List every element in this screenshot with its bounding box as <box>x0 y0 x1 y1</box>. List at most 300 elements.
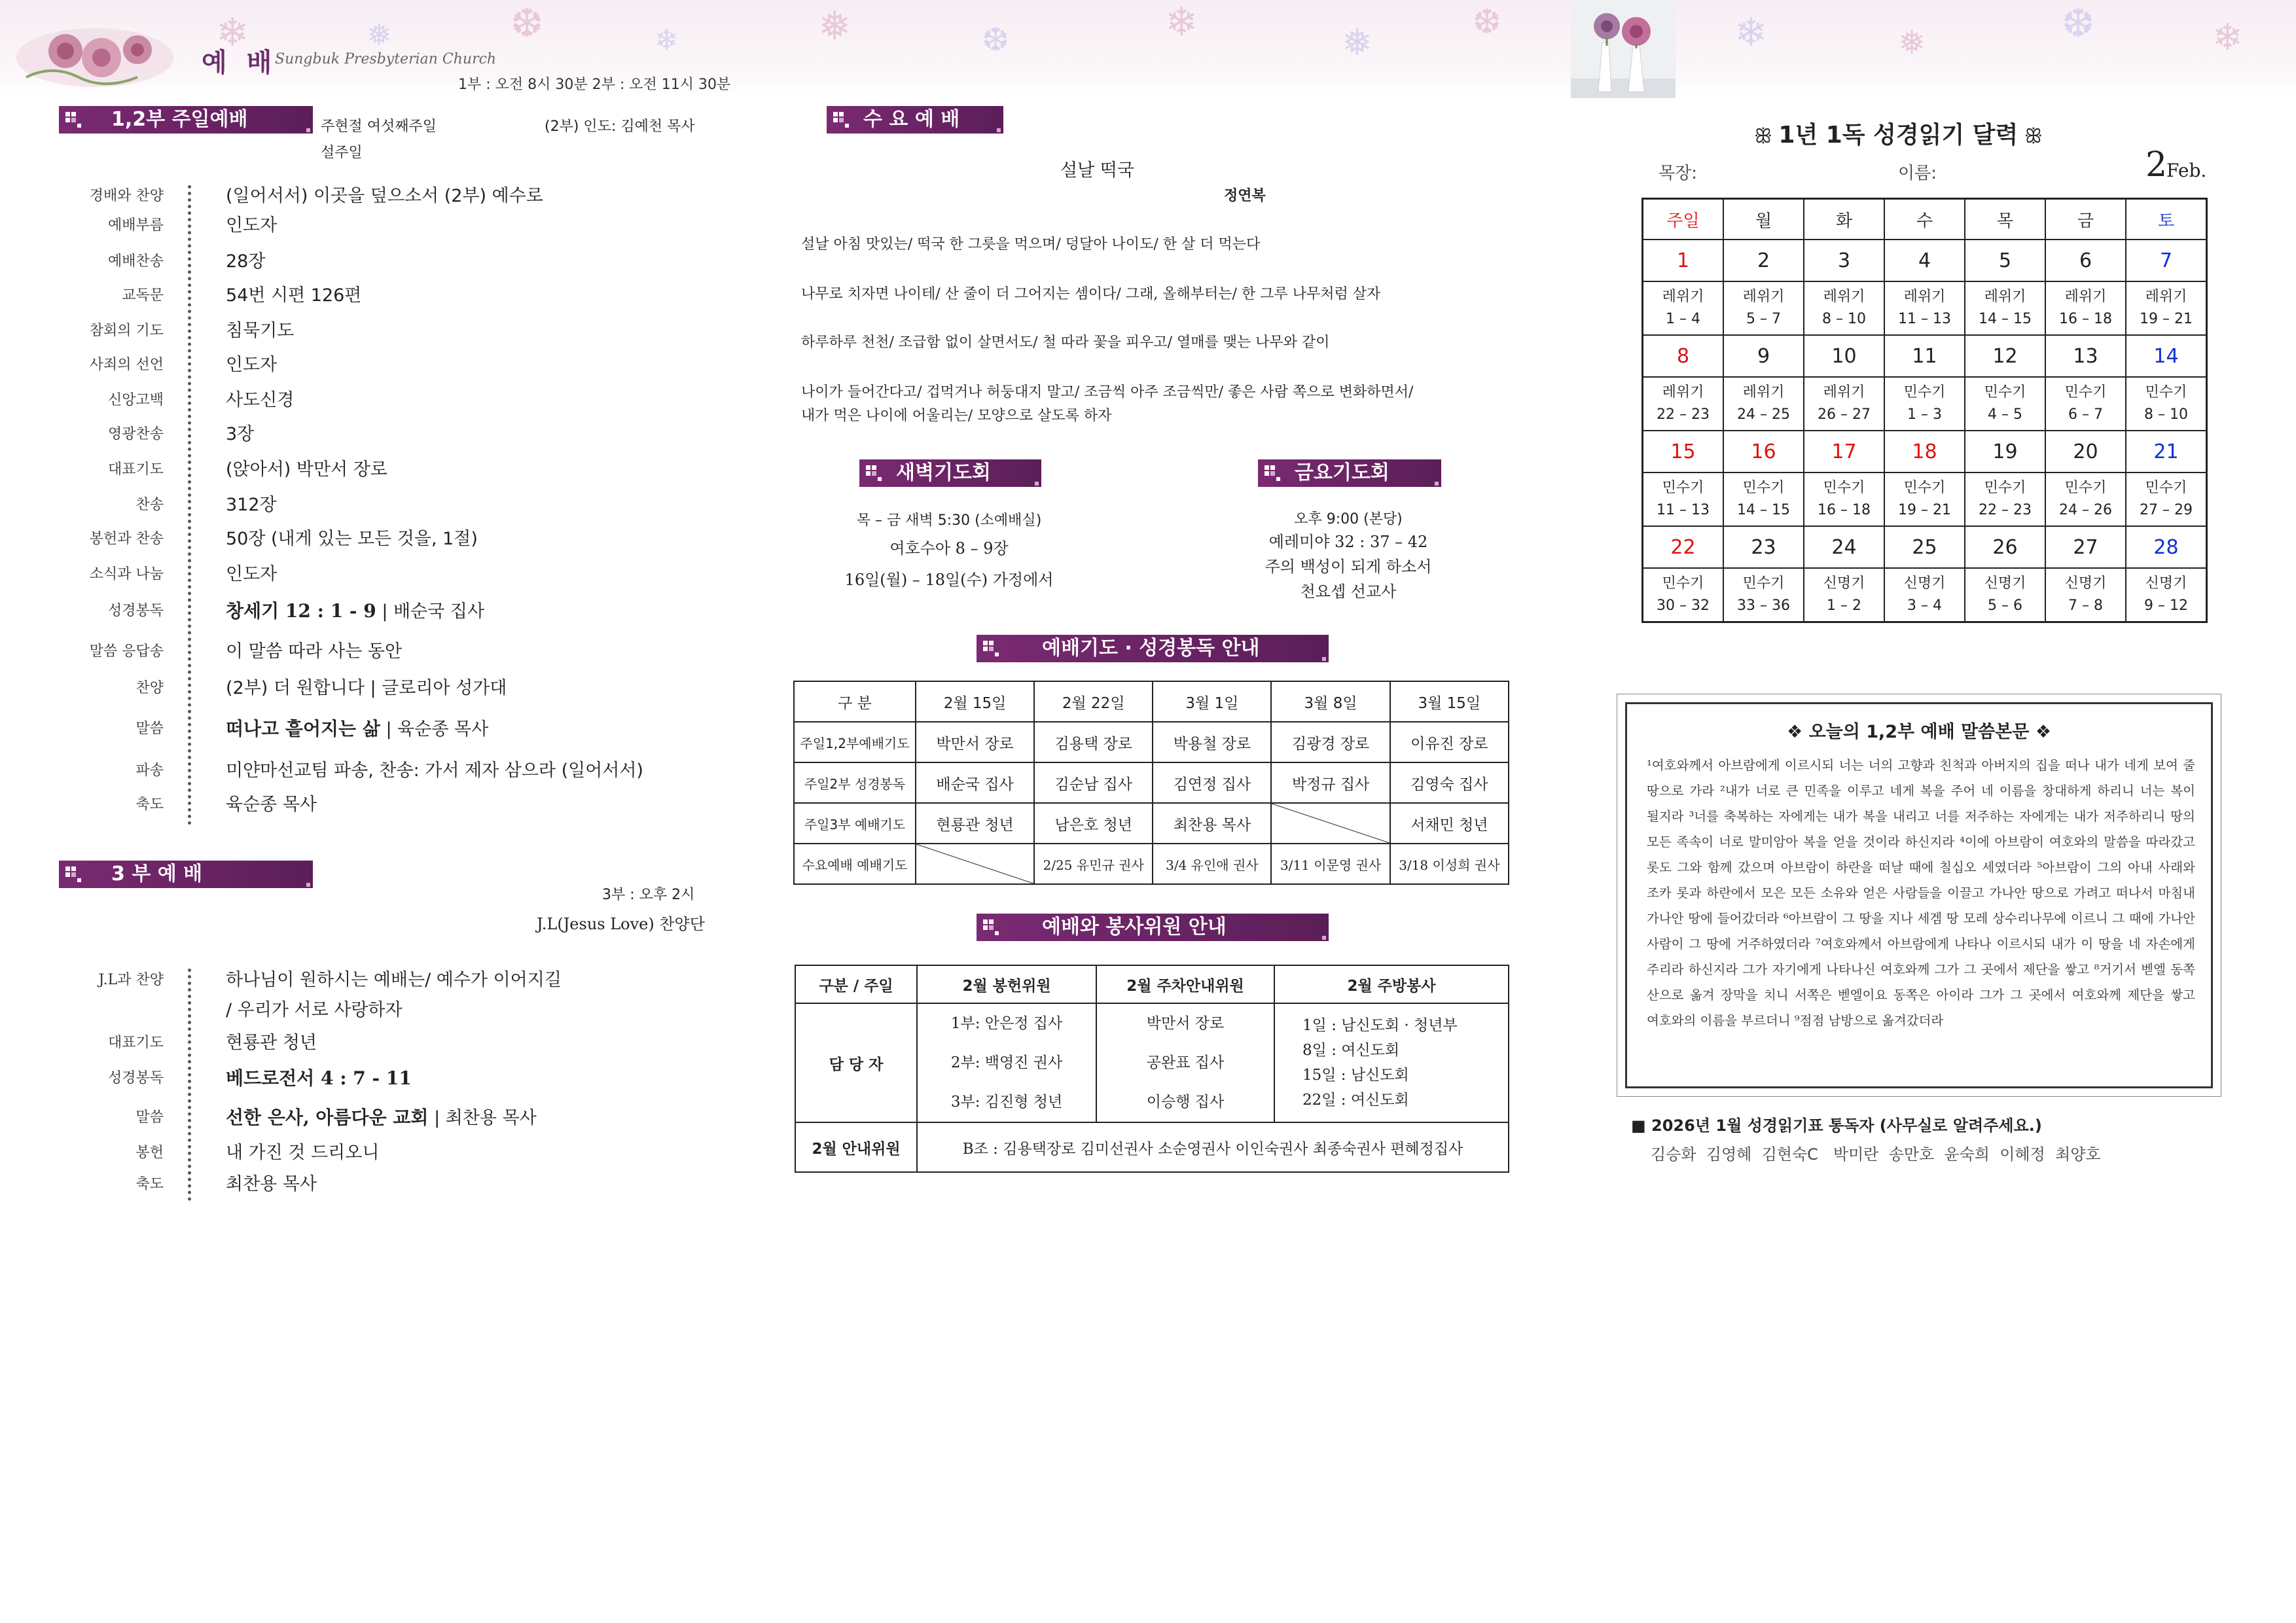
row-label: 주일1,2부예배기도 <box>794 722 916 762</box>
readers-title: ■ 2026년 1월 성경읽기표 통독자 (사무실로 알려주세요.) <box>1631 1116 2042 1135</box>
order-value <box>226 715 488 744</box>
readers-names: 김승화 김영혜 김현숙C 박미란 송만호 윤숙희 이혜정 최양호 <box>1651 1145 2101 1164</box>
order-value <box>226 420 254 449</box>
reading-chapters: 6 – 7 <box>2068 406 2103 423</box>
table-cell: 이유진 장로 <box>1390 722 1509 762</box>
column-header: 2월 22일 <box>1034 681 1153 722</box>
table-cell: 김용택 장로 <box>1034 722 1153 762</box>
reading-chapters: 5 – 6 <box>1988 597 2022 614</box>
friday-prayer-text: 예레미야 32 : 37 – 42 <box>1268 533 1428 551</box>
order-value <box>226 1103 537 1133</box>
section-header-dawn-prayer: 새벽기도회 <box>859 459 1041 487</box>
order-value <box>226 597 484 626</box>
calendar-date: 3 <box>1804 240 1884 281</box>
order-value <box>226 791 317 819</box>
table-cell: 3/18 이성희 권사 <box>1390 844 1509 884</box>
weekday-header: 금 <box>2045 199 2126 240</box>
vase-flowers-image <box>1571 0 1676 98</box>
order-value <box>226 560 277 589</box>
order-value-text: (2부) 더 원합니다 | 글로리아 성가대 <box>226 678 507 698</box>
calendar-date: 18 <box>1884 431 1965 473</box>
calendar-date: 14 <box>2126 335 2207 377</box>
column-header: 2월 주차안내위원 <box>1096 965 1274 1003</box>
calendar-date: 20 <box>2045 431 2126 473</box>
calendar-date: 2 <box>1723 240 1804 281</box>
reading-assignment <box>1884 281 1965 335</box>
page-title: 예 배 <box>202 47 278 78</box>
order-label: 축도 <box>135 1176 164 1192</box>
reading-chapters: 1 – 3 <box>1907 406 1942 423</box>
dawn-prayer-note: 16일(월) – 18일(수) 가정에서 <box>844 571 1054 589</box>
church-name-english: Sungbuk Presbyterian Church <box>275 51 497 67</box>
dawn-prayer-text: 여호수아 8 – 9장 <box>889 539 1009 558</box>
order-value <box>226 1139 379 1168</box>
corner-mark-icon <box>1322 657 1326 661</box>
reading-chapters: 22 – 23 <box>1657 406 1710 423</box>
calendar-date: 26 <box>1965 526 2045 568</box>
grid-square-icon <box>1265 465 1280 481</box>
order-value-text: 54번 시편 126편 <box>226 285 362 306</box>
reading-chapters: 24 – 26 <box>2059 502 2112 518</box>
reading-book: 레위기 <box>1742 384 1785 401</box>
calendar-date: 28 <box>2126 526 2207 568</box>
section-header-main-service: 1,2부 주일예배 <box>59 106 313 134</box>
reading-chapters: 11 – 13 <box>1898 311 1951 327</box>
scripture-title: ❖ 오늘의 1,2부 예배 말씀본문 ❖ <box>1786 722 2052 742</box>
calendar-date: 6 <box>2045 240 2126 281</box>
reading-chapters: 8 – 10 <box>1822 311 1866 327</box>
calendar-date: 15 <box>1643 431 1724 473</box>
order-value-emphasis: 베드로전서 4 : 7 - 11 <box>226 1067 412 1089</box>
table-row <box>794 803 1509 844</box>
reading-assignment <box>1884 377 1965 431</box>
reading-chapters: 16 – 18 <box>1818 502 1871 518</box>
reading-book: 레위기 <box>1823 384 1865 401</box>
friday-prayer-time: 오후 9:00 (본당) <box>1294 511 1403 527</box>
reading-book: 레위기 <box>1662 289 1704 305</box>
order-label: 찬송 <box>135 497 164 513</box>
order-label: 말씀 <box>135 1109 164 1126</box>
reading-chapters: 9 – 12 <box>2144 597 2188 614</box>
order-value-emphasis: 떠나고 흩어지는 삶 <box>226 718 380 740</box>
kitchen-service: 1일 : 남신도회 · 청년부 8일 : 여신도회 15일 : 남신도회 22일 : 여신도회 <box>1274 1003 1509 1122</box>
reading-assignment <box>1723 473 1804 526</box>
order-label: J.L과 찬양 <box>98 972 164 988</box>
snowflake-icon: ❄ <box>1734 10 1768 56</box>
table-cell <box>916 844 1034 884</box>
section-header-prayer-schedule: 예배기도 · 성경봉독 안내 <box>977 635 1329 662</box>
reading-assignment <box>1804 568 1884 622</box>
reading-assignment <box>2045 281 2126 335</box>
ornament-left-icon: ꕥ <box>1754 125 1779 148</box>
square-bullet-icon: ■ <box>1631 1116 1652 1135</box>
corner-mark-icon <box>1035 482 1039 486</box>
dotted-divider <box>188 185 191 825</box>
order-value-text: 내 가진 것 드리오니 <box>226 1143 380 1163</box>
reading-book: 민수기 <box>2064 384 2107 401</box>
parking-committee: 박만서 장로 공완표 집사 이승행 집사 <box>1096 1003 1274 1122</box>
order-value-text: | 배순국 집사 <box>376 601 485 622</box>
calendar-date: 27 <box>2045 526 2126 568</box>
calendar-date: 19 <box>1965 431 2045 473</box>
order-label: 성경봉독 <box>107 1070 164 1086</box>
usher-label: 2월 안내위원 <box>795 1122 917 1172</box>
calendar-date: 9 <box>1723 335 1804 377</box>
reading-book: 신명기 <box>2064 575 2107 592</box>
reading-assignment <box>1804 473 1884 526</box>
weekday-header: 화 <box>1804 199 1884 240</box>
reading-book: 민수기 <box>1742 480 1785 496</box>
table-cell: 최찬용 목사 <box>1153 803 1271 844</box>
reading-chapters: 33 – 36 <box>1737 597 1790 614</box>
calendar-month-number: 2 <box>2145 145 2168 185</box>
order-value <box>226 996 403 1025</box>
reading-assignment <box>1643 281 1724 335</box>
table-cell: 박용철 장로 <box>1153 722 1271 762</box>
order-label: 말씀 응답송 <box>89 643 164 660</box>
calendar-date: 13 <box>2045 335 2126 377</box>
reading-assignment <box>1884 473 1965 526</box>
service-leader: (2부) 인도: 김예천 목사 <box>545 118 695 135</box>
order-label: 신앙고백 <box>107 392 164 408</box>
table-cell: 박만서 장로 <box>916 722 1034 762</box>
reading-assignment <box>1804 281 1884 335</box>
column-header: 구분 / 주일 <box>795 965 917 1003</box>
row-label: 주일3부 예배기도 <box>794 803 916 844</box>
reading-book: 신명기 <box>1984 575 2026 592</box>
order-label: 사죄의 선언 <box>89 357 164 373</box>
snowflake-icon: ❆ <box>511 1 544 46</box>
order-value-text: 인도자 <box>226 355 278 375</box>
order-value-text: 인도자 <box>226 215 278 236</box>
snowflake-icon: ❅ <box>818 3 852 49</box>
order-value <box>226 674 507 703</box>
order-value-text: (앉아서) 박만서 장로 <box>226 459 387 480</box>
order-value-text: 이 말씀 따라 사는 동안 <box>226 641 403 662</box>
order-value-text: (일어서서) 이곳을 덮으소서 (2부) 예수로 <box>226 186 543 206</box>
order-value-text: 침묵기도 <box>226 321 295 341</box>
order-value <box>226 1170 317 1199</box>
reading-book: 민수기 <box>1662 480 1704 496</box>
order-value <box>226 455 387 484</box>
calendar-date: 21 <box>2126 431 2207 473</box>
section-header-third-service: 3 부 예 배 <box>59 861 313 888</box>
corner-mark-icon <box>1435 482 1439 486</box>
snowflake-icon: ❄ <box>216 10 249 56</box>
reading-assignment <box>1804 377 1884 431</box>
reading-assignment <box>1965 568 2045 622</box>
calendar-date: 1 <box>1643 240 1724 281</box>
order-value <box>226 491 277 520</box>
order-value-text: | 최찬용 목사 <box>428 1108 537 1128</box>
section-header-wednesday: 수 요 예 배 <box>827 106 1003 134</box>
reading-assignment <box>1643 377 1724 431</box>
grid-square-icon <box>983 641 999 656</box>
order-value-text: 최찬용 목사 <box>226 1174 317 1194</box>
order-value-text: 미얀마선교팀 파송, 찬송: 가서 제자 삼으라 (일어서서) <box>226 760 643 781</box>
calendar-date: 17 <box>1804 431 1884 473</box>
calendar-date: 4 <box>1884 240 1965 281</box>
parish-label: 목장: <box>1659 164 1697 183</box>
table-cell: 김연정 집사 <box>1153 762 1271 803</box>
order-value-emphasis: 창세기 12 : 1 - 9 <box>226 600 376 622</box>
calendar-date: 22 <box>1643 526 1724 568</box>
table-cell: 현룡관 청년 <box>916 803 1034 844</box>
poem-author: 정연복 <box>1224 187 1266 204</box>
order-value <box>226 211 277 240</box>
reading-assignment <box>2126 568 2207 622</box>
order-label: 예배부름 <box>107 217 164 234</box>
column-header: 2월 봉헌위원 <box>917 965 1096 1003</box>
reading-assignment <box>2045 568 2126 622</box>
calendar-date: 12 <box>1965 335 2045 377</box>
calendar-date: 7 <box>2126 240 2207 281</box>
friday-prayer-speaker: 천요셉 선교사 <box>1300 582 1397 601</box>
row-label: 담 당 자 <box>795 1003 917 1122</box>
weekday-header: 주일 <box>1643 199 1724 240</box>
reading-assignment <box>1884 568 1965 622</box>
reading-chapters: 1 – 4 <box>1666 311 1700 327</box>
reading-assignment <box>1723 281 1804 335</box>
offering-committee: 1부: 안은정 집사 2부: 백영진 권사 3부: 김진형 청년 <box>917 1003 1096 1122</box>
reading-book: 민수기 <box>2145 384 2187 401</box>
order-value <box>226 281 361 310</box>
reading-book: 레위기 <box>1662 384 1704 401</box>
order-value <box>226 1064 412 1094</box>
table-row <box>794 844 1509 884</box>
reading-chapters: 4 – 5 <box>1988 406 2022 423</box>
reading-book: 신명기 <box>1903 575 1946 592</box>
corner-mark-icon <box>306 128 310 132</box>
section-header-service-staff: 예배와 봉사위원 안내 <box>977 914 1329 941</box>
order-value-text: 인도자 <box>226 564 278 584</box>
order-value <box>226 966 562 995</box>
poem-line: 나무로 치자면 나이테/ 산 줄이 더 그어지는 셈이다/ 그래, 올해부터는/ 한 그루 나무처럼 살자 <box>801 286 1381 302</box>
reading-chapters: 5 – 7 <box>1746 311 1781 327</box>
order-value-text: 사도신경 <box>226 390 295 410</box>
poem-title: 설날 떡국 <box>1060 160 1134 181</box>
corner-mark-icon <box>306 883 310 887</box>
prayer-schedule-table <box>793 681 1509 885</box>
table-cell <box>1271 803 1390 844</box>
snowflake-icon: ❄ <box>2212 16 2243 59</box>
reading-chapters: 24 – 25 <box>1737 406 1790 423</box>
order-value-text: 하나님이 원하시는 예배는/ 예수가 이어지길 <box>226 970 562 990</box>
reading-chapters: 11 – 13 <box>1657 502 1710 518</box>
column-header: 2월 주방봉사 <box>1274 965 1509 1003</box>
usher-members: B조 : 김용택장로 김미선권사 소순영권사 이인숙권사 최종숙권사 편혜정집사 <box>917 1122 1509 1172</box>
scripture-text: ¹여호와께서 아브람에게 이르시되 너는 너의 고향과 친척과 아버지의 집을 떠나 내가 네게 보여 줄 땅으로 가라 ²내가 너로 큰 민족을 이루고 네게 복을 주어 네 이름을 창대하게 하리니 너는 복이 될지라 ³너를 축복하는 자에게는 내가 복을 내리고 너를 저주하는 자에게는 내가 저주하리니 땅의 모든 족속이 너로 말미암아 복을 얻을 것이라 하신지라 ⁴이에 아브람이 여호와의 말씀을 따라갔고 롯도 그와 함께 갔으며 아브람이 하란을 떠날 때에 칠십오 세였더라 ⁵아브람이 그의 아내 사래와 조카 롯과 하란에서 모은 모든 소유와 얻은 사람들을 이끌고 가나안 땅으로 가려고 떠나서 마침내 가나안 땅에 들어갔더라 ⁶아브람이 그 땅을 지나 세겜 땅 모레 상수리나무에 이르니 그 때에 가나안 사람이 그 땅에 거주하였더라 ⁷여호와께서 아브람에게 나타나 이르시되 내가 이 땅을 네 자손에게 주리라 하신지라 그가 자기에게 나타나신 여호와께 그가 그 곳에서 제단을 쌓고 ⁸거기서 벧엘 동쪽 산으로 옮겨 장막을 치니 서쪽은 벧엘이요 동쪽은 아이라 그가 그 곳에서 여호와께 제단을 쌓고 여호와의 이름을 부르더니 ⁹점점 남방으로 옮겨갔더라 <box>1647 758 2195 1028</box>
reading-assignment <box>2126 473 2207 526</box>
reading-chapters: 27 – 29 <box>2140 502 2193 518</box>
order-value <box>226 1029 317 1058</box>
order-value <box>226 386 294 415</box>
header-band <box>0 0 2296 98</box>
reading-book: 민수기 <box>2145 480 2187 496</box>
friday-prayer-theme: 주의 백성이 되게 하소서 <box>1265 558 1432 576</box>
table-cell: 김광경 장로 <box>1271 722 1390 762</box>
reading-assignment <box>1965 281 2045 335</box>
calendar-date: 16 <box>1723 431 1804 473</box>
ornament-right-icon: ꕥ <box>2018 125 2043 148</box>
snowflake-icon: ❅ <box>1898 24 1926 62</box>
calendar-month-abbr: Feb. <box>2166 160 2207 181</box>
column-header: 구 분 <box>794 681 916 722</box>
weekday-header: 목 <box>1965 199 2045 240</box>
reading-assignment <box>2126 377 2207 431</box>
table-row <box>794 762 1509 803</box>
column-header: 3월 8일 <box>1271 681 1390 722</box>
reading-book: 민수기 <box>1662 575 1704 592</box>
order-value <box>226 182 543 211</box>
snowflake-icon: ❆ <box>1473 3 1501 42</box>
calendar-date: 5 <box>1965 240 2045 281</box>
reading-chapters: 26 – 27 <box>1818 406 1871 423</box>
liturgical-week: 주현절 여섯째주일 <box>321 118 437 135</box>
todays-scripture-box <box>1625 702 2213 1088</box>
table-cell: 3/4 유인애 권사 <box>1153 844 1271 884</box>
order-label: 봉헌 <box>135 1145 164 1161</box>
section-header-friday-prayer: 금요기도회 <box>1258 459 1441 487</box>
reading-book: 레위기 <box>1903 289 1946 305</box>
reading-assignment <box>1643 473 1724 526</box>
reading-book: 레위기 <box>1742 289 1785 305</box>
order-value-text: 육순종 목사 <box>226 794 317 815</box>
row-label: 수요예배 예배기도 <box>794 844 916 884</box>
order-label: 대표기도 <box>107 1035 164 1051</box>
reading-chapters: 7 – 8 <box>2068 597 2103 614</box>
order-value-text: 312장 <box>226 495 277 515</box>
order-value-text: 현룡관 청년 <box>226 1033 317 1053</box>
column-header: 3월 15일 <box>1390 681 1509 722</box>
order-value <box>226 351 277 380</box>
order-value-text: 28장 <box>226 251 266 272</box>
table-cell: 배순국 집사 <box>916 762 1034 803</box>
order-value-text: | 육순종 목사 <box>380 719 489 740</box>
corner-mark-icon <box>1322 936 1326 940</box>
order-label: 영광찬송 <box>107 426 164 442</box>
calendar-date: 23 <box>1723 526 1804 568</box>
reading-book: 민수기 <box>1984 384 2026 401</box>
reading-assignment <box>1723 568 1804 622</box>
poem-line: 하루하루 천천/ 조급함 없이 살면서도/ 철 따라 꽃을 피우고/ 열매를 맺는 나무와 같이 <box>801 334 1330 351</box>
reading-chapters: 22 – 23 <box>1979 502 2032 518</box>
snowflake-icon: ❆ <box>982 21 1009 59</box>
order-value <box>226 525 478 554</box>
grid-square-icon <box>983 919 999 935</box>
order-value-text: 50장 (내게 있는 모든 것을, 1절) <box>226 529 478 549</box>
order-label: 대표기도 <box>107 461 164 478</box>
order-value <box>226 247 265 276</box>
weekday-header: 토 <box>2126 199 2207 240</box>
order-value-text: 3장 <box>226 424 255 444</box>
reading-book: 신명기 <box>2145 575 2187 592</box>
reading-chapters: 14 – 15 <box>1979 311 2032 327</box>
service-times: 1부 : 오전 8시 30분 2부 : 오전 11시 30분 <box>458 77 731 93</box>
snowflake-icon: ❄ <box>1165 0 1198 45</box>
order-label: 축도 <box>135 796 164 813</box>
table-cell: 서채민 청년 <box>1390 803 1509 844</box>
snowflake-icon: ❅ <box>367 17 392 52</box>
calendar-date: 25 <box>1884 526 1965 568</box>
liturgical-week-sub: 설주일 <box>321 145 363 161</box>
order-value-emphasis: 선한 은사, 아름다운 교회 <box>226 1107 429 1128</box>
reading-book: 레위기 <box>1984 289 2026 305</box>
grid-square-icon <box>866 465 882 481</box>
reading-book: 민수기 <box>1903 480 1946 496</box>
reading-assignment <box>2126 281 2207 335</box>
snowflake-icon: ❆ <box>2062 1 2095 46</box>
bible-reading-calendar <box>1641 198 2208 623</box>
order-value-text: / 우리가 서로 사랑하자 <box>226 1000 403 1020</box>
table-row <box>794 722 1509 762</box>
reading-chapters: 19 – 21 <box>2140 311 2193 327</box>
grid-square-icon <box>833 112 849 128</box>
third-service-time: 3부 : 오후 2시 <box>602 887 695 903</box>
reading-assignment <box>2045 473 2126 526</box>
dawn-prayer-time: 목 – 금 새벽 5:30 (소예배실) <box>856 512 1042 529</box>
corner-mark-icon <box>997 128 1001 132</box>
reading-book: 민수기 <box>2064 480 2107 496</box>
flower-decoration-image <box>13 12 177 90</box>
reading-chapters: 3 – 4 <box>1907 597 1942 614</box>
table-cell: 3/11 이문영 권사 <box>1271 844 1390 884</box>
reading-chapters: 1 – 2 <box>1827 597 1861 614</box>
poem-line: 나이가 들어간다고/ 겁먹거나 허둥대지 말고/ 조금씩 아주 조금씩만/ 좋은 사람 쪽으로 변화하면서/ <box>801 384 1414 401</box>
table-cell: 박정규 집사 <box>1271 762 1390 803</box>
reading-assignment <box>1965 377 2045 431</box>
order-value <box>226 757 643 785</box>
praise-team-name: J.L(Jesus Love) 찬양단 <box>537 915 705 933</box>
grid-square-icon <box>65 112 81 128</box>
order-label: 경배와 찬양 <box>89 188 164 204</box>
dotted-divider <box>188 969 191 1201</box>
weekday-header: 수 <box>1884 199 1965 240</box>
order-label: 교독문 <box>122 287 164 304</box>
reading-book: 민수기 <box>1984 480 2026 496</box>
row-label: 주일2부 성경봉독 <box>794 762 916 803</box>
table-cell: 남은호 청년 <box>1034 803 1153 844</box>
reading-book: 레위기 <box>2064 289 2107 305</box>
order-label: 찬양 <box>135 680 164 696</box>
reading-assignment <box>1643 568 1724 622</box>
reading-chapters: 19 – 21 <box>1898 502 1951 518</box>
reading-book: 레위기 <box>2145 289 2187 305</box>
column-header: 2월 15일 <box>916 681 1034 722</box>
reading-chapters: 30 – 32 <box>1657 597 1710 614</box>
order-label: 파송 <box>135 762 164 779</box>
reading-assignment <box>1723 377 1804 431</box>
name-label: 이름: <box>1898 164 1937 183</box>
table-cell: 2/25 유민규 권사 <box>1034 844 1153 884</box>
order-label: 소식과 나눔 <box>89 566 164 582</box>
weekday-header: 월 <box>1723 199 1804 240</box>
table-cell: 김순남 집사 <box>1034 762 1153 803</box>
poem-line: 내가 먹은 나이에 어울리는/ 모양으로 살도록 하자 <box>801 408 1112 424</box>
order-value <box>226 317 294 346</box>
order-value <box>226 637 402 666</box>
order-label: 참회의 기도 <box>89 323 164 339</box>
reading-book: 민수기 <box>1742 575 1785 592</box>
reading-book: 민수기 <box>1903 384 1946 401</box>
calendar-date: 11 <box>1884 335 1965 377</box>
reading-book: 신명기 <box>1823 575 1865 592</box>
snowflake-icon: ❄ <box>655 24 679 57</box>
calendar-title: ꕥ 1년 1독 성경읽기 달력 ꕥ <box>1754 122 2043 149</box>
poem-line: 설날 아침 맛있는/ 떡국 한 그릇을 먹으며/ 덩달아 나이도/ 한 살 더 먹는다 <box>801 236 1261 253</box>
reading-assignment <box>2045 377 2126 431</box>
calendar-date: 24 <box>1804 526 1884 568</box>
